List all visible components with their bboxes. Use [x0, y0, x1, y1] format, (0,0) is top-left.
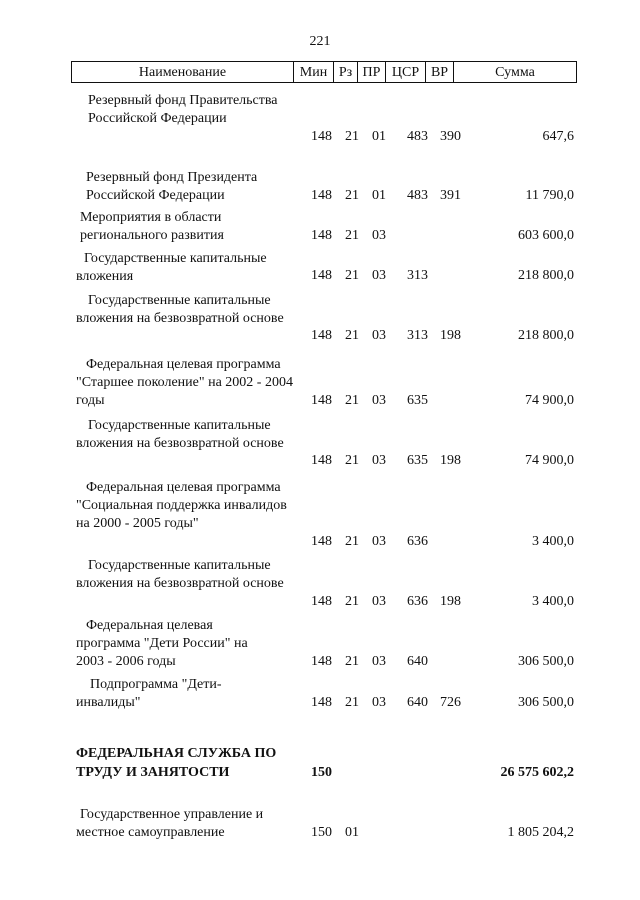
row-min: 148	[311, 393, 332, 408]
row-rz: 21	[345, 188, 359, 203]
row-sum: 306 500,0	[518, 695, 574, 710]
row-csr: 640	[407, 654, 428, 669]
row-min: 148	[311, 695, 332, 710]
row-sum: 218 800,0	[518, 328, 574, 343]
row-pr: 01	[372, 129, 386, 144]
row-name: Резервный фонд Правительства Российской Федерации	[88, 93, 278, 126]
row-rz: 21	[345, 393, 359, 408]
row-name: ФЕДЕРАЛЬНАЯ СЛУЖБА ПО ТРУДУ И ЗАНЯТОСТИ	[76, 746, 277, 780]
row-min: 148	[311, 453, 332, 468]
row-vr: 198	[440, 594, 461, 609]
row-pr: 03	[372, 268, 386, 283]
row-csr: 313	[407, 268, 428, 283]
row-name: Государственное управление и местное самоуправление	[76, 807, 264, 840]
row-pr: 03	[372, 228, 386, 243]
row-rz: 21	[345, 328, 359, 343]
row-pr: 03	[372, 328, 386, 343]
row-csr: 636	[407, 594, 428, 609]
row-name: Федеральная целевая программа "Дети России" на 2003 - 2006 годы	[76, 618, 248, 669]
row-rz: 21	[345, 534, 359, 549]
row-sum: 74 900,0	[525, 393, 574, 408]
header-min: Мин	[294, 62, 334, 83]
row-rz: 21	[345, 268, 359, 283]
row-pr: 03	[372, 654, 386, 669]
row-csr: 313	[407, 328, 428, 343]
row-sum: 306 500,0	[518, 654, 574, 669]
header-pr: ПР	[358, 62, 386, 83]
row-name: Государственные капитальные вложения на безвозвратной основе	[76, 418, 284, 451]
row-name: Государственные капитальные вложения	[76, 251, 267, 284]
row-vr: 198	[440, 328, 461, 343]
row-vr: 391	[440, 188, 461, 203]
row-min: 150	[311, 765, 332, 780]
page-number: 221	[309, 34, 331, 49]
row-min: 148	[311, 594, 332, 609]
row-sum: 3 400,0	[532, 534, 574, 549]
row-csr: 635	[407, 393, 428, 408]
row-sum: 74 900,0	[525, 453, 574, 468]
row-min: 148	[311, 228, 332, 243]
row-sum: 647,6	[542, 129, 574, 144]
row-name: Мероприятия в области регионального развития	[80, 210, 224, 243]
row-rz: 21	[345, 654, 359, 669]
row-pr: 03	[372, 594, 386, 609]
row-sum: 218 800,0	[518, 268, 574, 283]
row-min: 148	[311, 534, 332, 549]
row-min: 148	[311, 328, 332, 343]
row-name: Государственные капитальные вложения на безвозвратной основе	[76, 558, 284, 591]
row-min: 148	[311, 654, 332, 669]
row-rz: 21	[345, 594, 359, 609]
row-min: 148	[311, 129, 332, 144]
row-sum: 11 790,0	[525, 188, 574, 203]
row-csr: 636	[407, 534, 428, 549]
row-name: Федеральная целевая программа "Социальная поддержка инвалидов на 2000 - 2005 годы"	[76, 480, 287, 531]
row-name: Государственные капитальные вложения на безвозвратной основе	[76, 293, 284, 326]
row-name: Подпрограмма "Дети-инвалиды"	[76, 677, 222, 710]
row-sum: 3 400,0	[532, 594, 574, 609]
row-name: Федеральная целевая программа "Старшее поколение" на 2002 - 2004 годы	[76, 357, 293, 408]
row-name: Резервный фонд Президента Российской Федерации	[86, 170, 258, 203]
row-csr: 483	[407, 188, 428, 203]
header-csr: ЦСР	[386, 62, 426, 83]
row-rz: 21	[345, 228, 359, 243]
row-sum: 1 805 204,2	[507, 825, 574, 840]
row-sum: 26 575 602,2	[500, 765, 574, 780]
row-min: 148	[311, 188, 332, 203]
row-sum: 603 600,0	[518, 228, 574, 243]
row-pr: 03	[372, 393, 386, 408]
row-rz: 01	[345, 825, 359, 840]
row-pr: 03	[372, 453, 386, 468]
row-pr: 01	[372, 188, 386, 203]
row-pr: 03	[372, 534, 386, 549]
row-vr: 198	[440, 453, 461, 468]
header-vr: ВР	[426, 62, 454, 83]
row-vr: 390	[440, 129, 461, 144]
row-csr: 635	[407, 453, 428, 468]
row-rz: 21	[345, 453, 359, 468]
row-rz: 21	[345, 695, 359, 710]
row-csr: 483	[407, 129, 428, 144]
row-vr: 726	[440, 695, 461, 710]
header-name: Наименование	[72, 62, 294, 83]
row-min: 148	[311, 268, 332, 283]
header-rz: Рз	[334, 62, 358, 83]
row-csr: 640	[407, 695, 428, 710]
header-sum: Сумма	[454, 62, 577, 83]
row-rz: 21	[345, 129, 359, 144]
row-pr: 03	[372, 695, 386, 710]
row-min: 150	[311, 825, 332, 840]
